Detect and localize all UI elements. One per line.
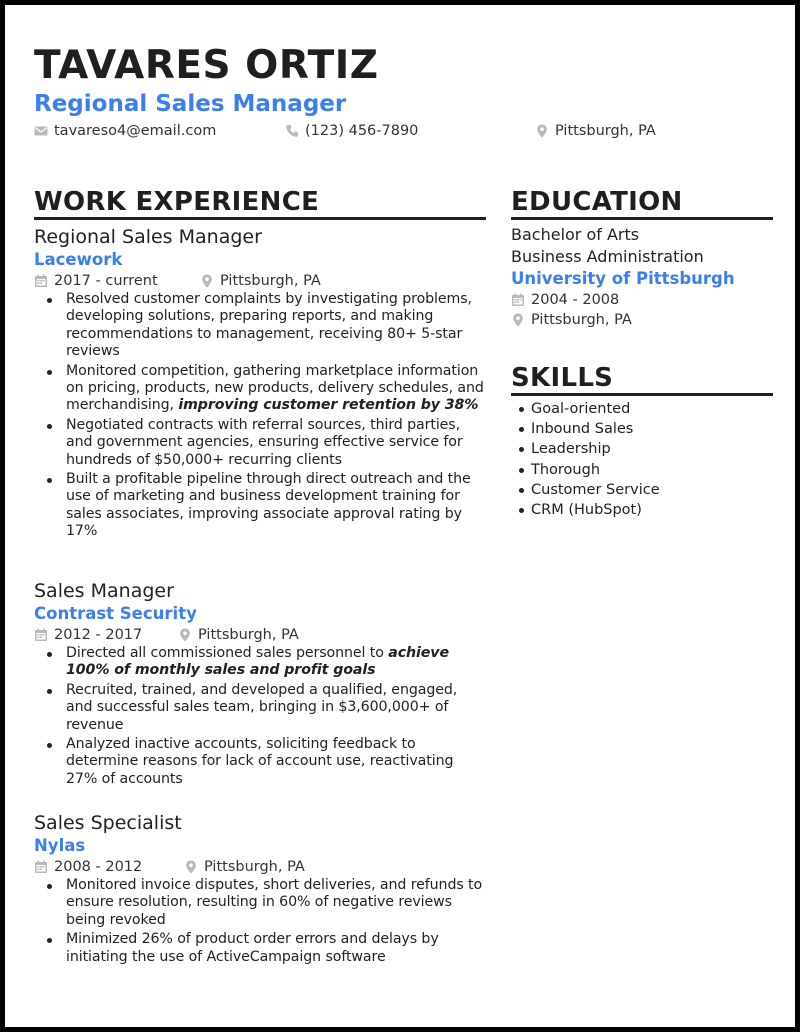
map-pin-icon: [200, 274, 214, 288]
phone-text: (123) 456-7890: [305, 123, 419, 139]
job-entry: [34, 579, 486, 790]
job-bullets: [34, 291, 486, 541]
calendar-icon: [511, 293, 525, 307]
phone-icon: [285, 124, 299, 138]
company-name: Nylas: [34, 836, 86, 855]
skill-item: CRM (HubSpot): [531, 500, 773, 520]
education-section: [511, 224, 773, 330]
job-entry: [34, 225, 486, 543]
calendar-icon: [34, 860, 48, 874]
map-pin-icon: [184, 860, 198, 874]
envelope-icon: [34, 124, 48, 138]
work-experience-heading: WORK EXPERIENCE: [34, 187, 320, 217]
skill-item: Customer Service: [531, 480, 773, 500]
location-text: Pittsburgh, PA: [555, 123, 656, 139]
company-name: Lacework: [34, 250, 123, 269]
education-dates: 2004 - 2008: [511, 290, 773, 310]
contact-phone: [285, 123, 418, 139]
map-pin-icon: [535, 124, 549, 138]
job-bullet: Directed all commissioned sales personnel to achieve 100% of monthly sales and profit goals: [66, 645, 486, 680]
job-bullet: Resolved customer complaints by investigating problems, developing solutions, preparing reports, and making recommendations to management, receiving 80+ 5-star reviews: [66, 291, 486, 361]
candidate-title: Regional Sales Manager: [34, 91, 347, 117]
job-dates: 2012 - 2017: [54, 627, 143, 643]
job-title: Sales Manager: [34, 580, 174, 602]
job-dates: 2008 - 2012: [54, 859, 143, 875]
map-pin-icon: [178, 628, 192, 642]
email-text: tavareso4@email.com: [54, 123, 217, 139]
calendar-icon: [34, 628, 48, 642]
resume-page: [5, 5, 795, 1027]
job-meta: [34, 271, 486, 291]
job-bullet: Monitored invoice disputes, short deliveries, and refunds to ensure resolution, resulting in 60% of negative reviews being revoked: [66, 877, 486, 929]
work-experience-divider: [34, 217, 486, 220]
education-divider: [511, 217, 773, 220]
job-dates: 2017 - current: [54, 273, 158, 289]
field-of-study: Business Administration: [511, 247, 704, 266]
skills-section: [511, 399, 773, 520]
job-bullet: Recruited, trained, and developed a qualified, engaged, and successful sales team, bringing in $3,600,000+ of revenue: [66, 682, 486, 734]
job-bullets: [34, 645, 486, 788]
candidate-name: TAVARES ORTIZ: [34, 43, 379, 88]
job-bullet: Monitored competition, gathering marketplace information on pricing, products, new products, delivery schedules, and merchandising, improving customer retention by 38%: [66, 363, 486, 415]
skill-item: Goal-oriented: [531, 399, 773, 419]
job-location: Pittsburgh, PA: [198, 627, 299, 643]
education-location: Pittsburgh, PA: [511, 310, 773, 330]
skills-divider: [511, 393, 773, 396]
job-title: Regional Sales Manager: [34, 226, 262, 248]
job-title: Sales Specialist: [34, 812, 182, 834]
skills-heading: SKILLS: [511, 363, 614, 393]
job-bullet: Negotiated contracts with referral sources, third parties, and government agencies, ensuring effective service for hundreds of $50,000+ recurring clients: [66, 417, 486, 469]
job-meta: [34, 625, 486, 645]
calendar-icon: [34, 274, 48, 288]
contact-location: [535, 123, 656, 139]
map-pin-icon: [511, 313, 525, 327]
skills-list: [511, 399, 773, 520]
skill-item: Inbound Sales: [531, 419, 773, 439]
contact-email: [34, 123, 216, 139]
school-name: University of Pittsburgh: [511, 269, 735, 288]
education-heading: EDUCATION: [511, 187, 683, 217]
job-bullet: Analyzed inactive accounts, soliciting feedback to determine reasons for lack of account use, reactivating 27% of accounts: [66, 736, 486, 788]
job-location: Pittsburgh, PA: [220, 273, 321, 289]
skill-item: Thorough: [531, 460, 773, 480]
job-bullet: Minimized 26% of product order errors and delays by initiating the use of ActiveCampaign software: [66, 931, 486, 966]
skill-item: Leadership: [531, 439, 773, 459]
job-bullet: Built a profitable pipeline through direct outreach and the use of marketing and business development training for sales associates, improving associate approval rating by 17%: [66, 471, 486, 541]
job-meta: [34, 857, 486, 877]
company-name: Contrast Security: [34, 604, 197, 623]
job-bullets: [34, 877, 486, 966]
job-location: Pittsburgh, PA: [204, 859, 305, 875]
job-entry: [34, 811, 486, 968]
degree: Bachelor of Arts: [511, 225, 640, 244]
